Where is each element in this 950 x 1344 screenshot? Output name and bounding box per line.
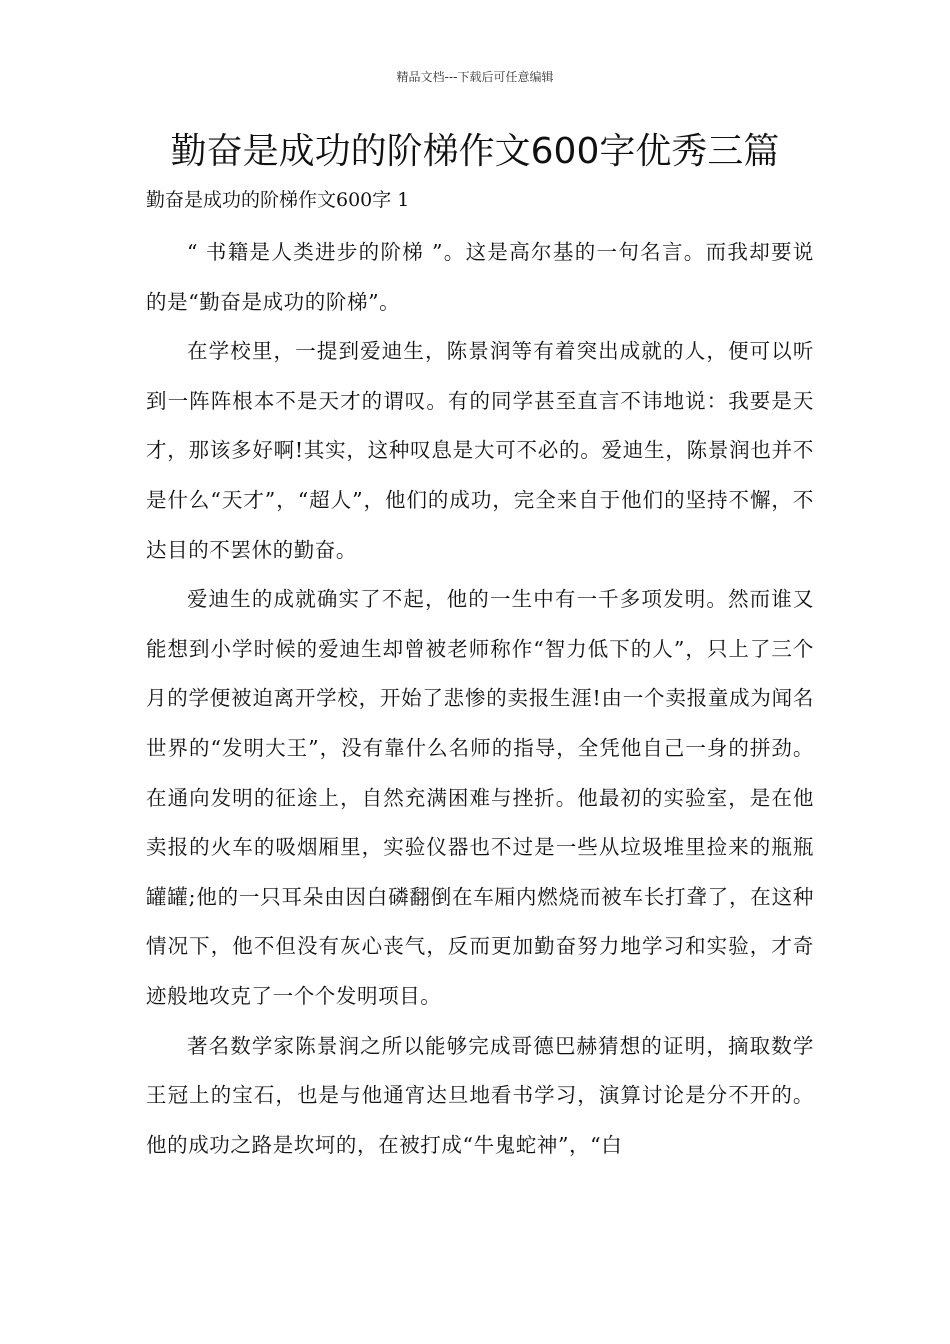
paragraph: 爱迪生的成就确实了不起，他的一生中有一千多项发明。然而谁又能想到小学时候的爱迪生却曾被老师称作“智力低下的人”，只上了三个月的学便被迫离开学校，开始了悲惨的卖报生涯!由一个卖报童成为闻名世界的“发明大王”，没有靠什么名师的指导，全凭他自己一身的拼劲。在通向发明的征途上，自然充满困难与挫折。他最初的实验室，是在他卖报的火车的吸烟厢里，实验仪器也不过是一些从垃圾堆里捡来的瓶瓶罐罐;他的一只耳朵由因白磷翻倒在车厢内燃烧而被车长打聋了，在这种情况下，他不但没有灰心丧气，反而更加勤奋努力地学习和实验，才奇迹般地攻克了一个个发明项目。 (146, 587, 814, 1008)
document-title: 勤奋是成功的阶梯作文600字优秀三篇 (170, 131, 780, 172)
header-note: 精品文档---下载后可任意编辑 (396, 70, 554, 84)
paragraph: 在学校里，一提到爱迪生，陈景润等有着突出成就的人，便可以听到一阵阵根本不是天才的谓叹。有的同学甚至直言不讳地说：我要是天才，那该多好啊!其实，这种叹息是大可不必的。爱迪生，陈景润也并不是什么“天才”，“超人”，他们的成功，完全来自于他们的坚持不懈，不达目的不罢休的勤奋。 (146, 339, 814, 562)
paragraph: “ 书籍是人类进步的阶梯 ”。这是高尔基的一句名言。而我却要说的是“勤奋是成功的阶梯”。 (146, 240, 814, 314)
paragraph: 著名数学家陈景润之所以能够完成哥德巴赫猜想的证明，摘取数学王冠上的宝石，也是与他通宵达旦地看书学习，演算讨论是分不开的。他的成功之路是坎坷的，在被打成“牛鬼蛇神”，“白 (146, 1033, 814, 1157)
body-text (146, 228, 814, 1170)
section-subtitle: 勤奋是成功的阶梯作文600字 1 (146, 189, 410, 211)
